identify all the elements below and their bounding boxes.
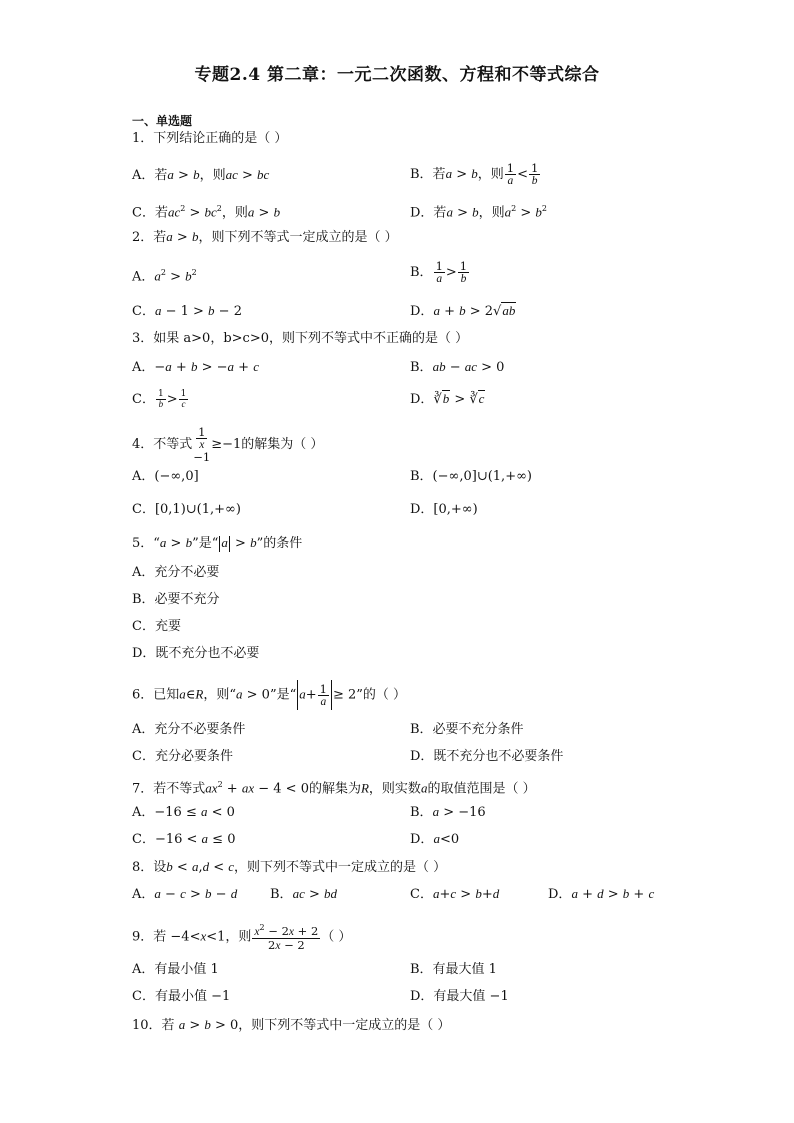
q5-option-a: A．充分不必要 [132, 565, 220, 580]
q5-option-d: D．既不充分也不必要 [132, 646, 260, 661]
q3-option-a: A．−a + b > −a + c [132, 359, 259, 375]
q7-option-d: D．a<0 [410, 831, 460, 847]
q7-option-a: A．−16 ≤ a < 0 [132, 804, 235, 820]
q2-option-a: A．$a^2 > b^2$ [132, 268, 197, 285]
q8-option-c: C．a+c > b+d [410, 886, 500, 902]
question-10-stem: 10．若 a > b > 0，则下列不等式中一定成立的是（ ） [132, 1017, 451, 1033]
q3-option-d: D．∛b > ∛c [410, 391, 485, 407]
question-6-stem: 6．已知a∈R，则“a > 0”是“ a+ $\frac{1}{a}$ ≥ 2”的（ ） [132, 680, 406, 710]
q1-option-b: B．若a > b，则 $\frac{1}{a}$ < $\frac{1}{b}$ [410, 161, 539, 187]
q6-option-c: C．充分必要条件 [132, 749, 233, 764]
q9-option-d: D．有最大值 −1 [410, 989, 509, 1004]
q4-option-d: D．[0,+∞) [410, 502, 478, 517]
question-9-stem: 9．若 −4<x<1，则 $\frac{x^2 - 2x + 2}{2x - 2}$ （ ） [132, 923, 352, 952]
question-3-stem: 3．如果 a>0，b>c>0，则下列不等式中不正确的是（ ） [132, 331, 469, 346]
section-heading: 一、单选题 [132, 114, 193, 128]
question-7-stem: 7．若不等式$ax^2$ + ax − 4 < 0的解集为R，则实数a的取值范围是（ ） [132, 780, 536, 797]
q2-option-c: C．a − 1 > b − 2 [132, 303, 242, 319]
question-1-stem: 1．下列结论正确的是（ ） [132, 131, 288, 146]
q8-option-d: D．a + d > b + c [548, 886, 655, 902]
question-8-stem: 8．设b < a,d < c，则下列不等式中一定成立的是（ ） [132, 859, 447, 875]
q3-option-c: C． $\frac{1}{b}$ > $\frac{1}{c}$ [132, 389, 187, 409]
question-2-stem: 2．若a > b，则下列不等式一定成立的是（ ） [132, 229, 398, 245]
question-4-stem: 4．不等式 1 x −1≥−1的解集为（ ） [132, 425, 324, 464]
q5-option-b: B．必要不充分 [132, 592, 220, 607]
q4-option-a: A．(−∞,0] [132, 469, 199, 484]
q8-option-b: B．ac > bd [270, 886, 338, 902]
q1-option-a: A．若a > b，则ac > bc [132, 167, 270, 183]
q6-option-d: D．既不充分也不必要条件 [410, 749, 564, 764]
q9-option-b: B．有最大值 1 [410, 962, 497, 977]
question-5-stem: 5．“a > b”是“ a > b”的条件 [132, 535, 303, 551]
q7-option-b: B．a > −16 [410, 804, 486, 820]
q6-option-a: A．充分不必要条件 [132, 722, 246, 737]
q4-option-b: B．(−∞,0]∪(1,+∞) [410, 469, 532, 484]
q2-option-b: B． $\frac{1}{a}$ > $\frac{1}{b}$ [410, 259, 468, 285]
q1-option-d: D．若a > b，则$a^2 > b^2$ [410, 204, 547, 221]
q4-option-c: C．[0,1)∪(1,+∞) [132, 502, 241, 517]
q9-option-a: A．有最小值 1 [132, 962, 219, 977]
q5-option-c: C．充要 [132, 619, 181, 634]
q3-option-b: B．ab − ac > 0 [410, 359, 505, 375]
q8-option-a: A．a − c > b − d [132, 886, 238, 902]
q7-option-c: C．−16 < a ≤ 0 [132, 831, 236, 847]
q6-option-b: B．必要不充分条件 [410, 722, 524, 737]
q1-option-c: C．若$ac^2 > bc^2$，则a > b [132, 204, 281, 221]
q9-option-c: C．有最小值 −1 [132, 989, 231, 1004]
q2-option-d: D．a + b > 2√ab [410, 303, 516, 319]
page-title: 专题2.4 第二章：一元二次函数、方程和不等式综合 [194, 65, 600, 85]
